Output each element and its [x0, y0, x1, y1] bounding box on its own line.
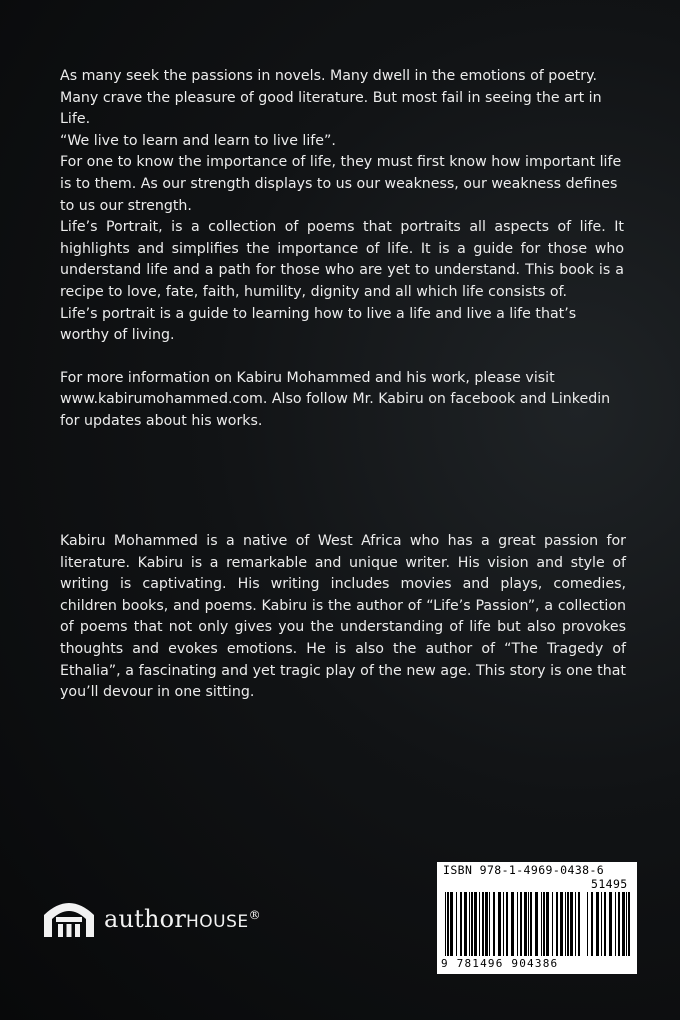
- author-bio-text: Kabiru Mohammed is a native of West Africa who has a great passion for literature. Kabiru is a remarkable and unique writer. His vision and style of writing is captivating. His writing includes movies and plays, comedies, children books, and poems. Kabiru is the author of “Life’s Passion”, a collection of poems that not only gives you the understanding of life but also provokes thoughts and evokes emotions. He is also the author of “The Tragedy of Ethalia”, a fascinating and yet tragic play of the new age. This story is one that you’ll devour in one sitting.: [60, 533, 626, 701]
- publisher-name: [104, 905, 261, 933]
- price-code: 51495: [591, 877, 628, 891]
- ean-barcode-bars: [445, 892, 581, 956]
- publisher-name-caps: HOUSE: [186, 912, 249, 932]
- blurb-paragraph-5: Life’s portrait is a guide to learning how to live a life and live a life that’s worthy of living.: [60, 305, 577, 344]
- authorhouse-arch-icon: [40, 897, 98, 941]
- isbn-label: ISBN 978-1-4969-0438-6: [443, 863, 605, 877]
- blurb-paragraph-1: As many seek the passions in novels. Many dwell in the emotions of poetry. Many crave the pleasure of good literature. But most fail in seeing the art in Life.: [60, 68, 602, 128]
- more-info-paragraph: For more information on Kabiru Mohammed and his work, please visit www.kabirumohammed.com. Also follow Mr. Kabiru on facebook and Linkedin for updates about his works.: [60, 369, 611, 429]
- blurb-quote: “We live to learn and learn to live life”.: [60, 132, 336, 149]
- blurb-paragraph-4: Life’s Portrait, is a collection of poems that portraits all aspects of life. It highlights and simplifies the importance of life. It is a guide for those who understand life and a path for those who are yet to understand. This book is a recipe to love, fate, faith, humility, dignity and all which life consists of.: [60, 219, 624, 300]
- barcode-digits: 9 781496 904386: [441, 957, 559, 970]
- publisher-logo-block: [40, 897, 261, 941]
- publisher-name-lower: author: [104, 905, 186, 933]
- addon-barcode-bars: [587, 892, 631, 956]
- back-cover-blurb: [60, 66, 624, 433]
- registered-mark: ®: [248, 908, 261, 922]
- author-bio: [60, 531, 626, 704]
- isbn-barcode: [437, 862, 637, 974]
- blurb-paragraph-3: For one to know the importance of life, they must first know how important life is to them. As our strength displays to us our weakness, our weakness defines to us our strength.: [60, 154, 622, 214]
